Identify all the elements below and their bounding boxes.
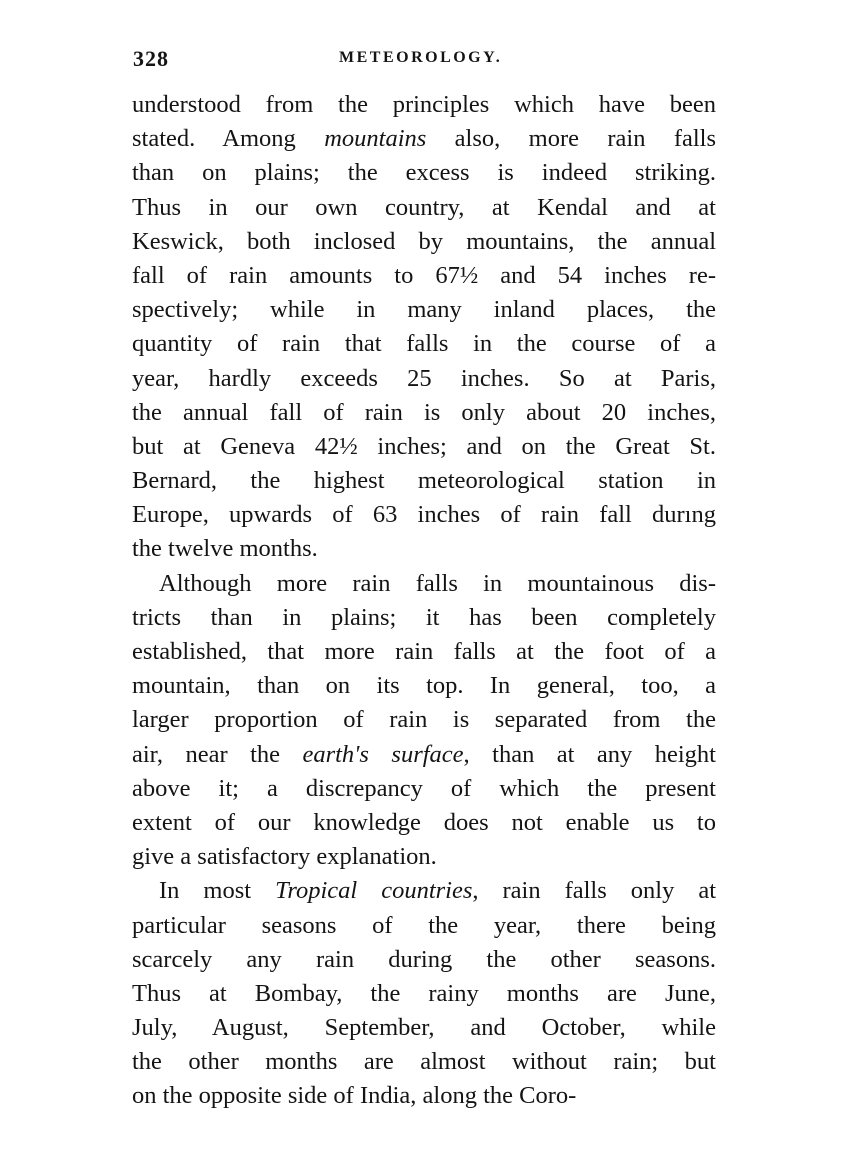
text-line xyxy=(132,635,716,669)
text-run: Keswick, both inclosed by mountains, the annual xyxy=(132,227,716,255)
text-run: larger proportion of rain is separated from the xyxy=(132,706,716,734)
text-run: than on plains; the excess is indeed striking. xyxy=(132,159,716,187)
text-line xyxy=(132,840,716,874)
text-line xyxy=(132,293,716,327)
text-line xyxy=(132,225,716,259)
text-run: fall of rain amounts to 67½ and 54 inches re- xyxy=(132,261,716,289)
paragraph xyxy=(132,88,716,567)
text-run: stated. Among xyxy=(132,125,325,153)
text-line xyxy=(132,430,716,464)
text-line xyxy=(132,909,716,943)
text-run: Thus at Bombay, the rainy months are June, xyxy=(132,979,716,1007)
text-run: the other months are almost without rain; but xyxy=(132,1048,716,1076)
text-run: spectively; while in many inland places, the xyxy=(132,296,716,324)
text-line xyxy=(132,567,716,601)
text-line xyxy=(132,532,716,566)
text-line xyxy=(132,943,716,977)
text-run: also, more rain falls xyxy=(426,125,717,153)
text-line xyxy=(132,464,716,498)
text-line xyxy=(132,703,716,737)
text-run: Thus in our own country, at Kendal and at xyxy=(132,193,716,221)
text-line xyxy=(132,362,716,396)
text-run: above it; a discrepancy of which the present xyxy=(132,774,716,802)
text-run: July, August, September, and October, while xyxy=(132,1014,716,1042)
text-line xyxy=(132,977,716,1011)
text-line xyxy=(132,772,716,806)
text-run: established, that more rain falls at the foot of a xyxy=(132,638,716,665)
text-line xyxy=(132,396,716,430)
text-run: understood from the principles which have been xyxy=(132,91,716,118)
text-run: but at Geneva 42½ inches; and on the Great St. xyxy=(132,432,716,460)
text-run: extent of our knowledge does not enable us to xyxy=(132,808,716,836)
text-line xyxy=(132,327,716,361)
text-run: air, near the xyxy=(132,740,303,768)
running-head: METEOROLOGY. xyxy=(339,49,503,66)
text-line xyxy=(132,601,716,635)
text-run: scarcely any rain during the other seasons. xyxy=(132,945,716,973)
text-run: the twelve months. xyxy=(132,535,318,563)
text-line xyxy=(132,1011,716,1045)
text-line xyxy=(132,191,716,225)
text-line xyxy=(132,1045,716,1079)
text-line xyxy=(132,156,716,190)
page-header xyxy=(133,46,717,76)
text-line xyxy=(132,874,716,908)
text-run: quantity of rain that falls in the course of a xyxy=(132,330,716,358)
text-run: particular seasons of the year, there being xyxy=(132,911,716,939)
text-run: Europe, upwards of 63 inches of rain fall durıng xyxy=(132,501,716,529)
text-run: tricts than in plains; it has been completely xyxy=(132,603,716,631)
text-line xyxy=(132,88,716,122)
text-line xyxy=(132,259,716,293)
text-run: the annual fall of rain is only about 20 inches, xyxy=(132,398,716,426)
text-run: Bernard, the highest meteorological station in xyxy=(132,467,716,495)
text-line xyxy=(132,738,716,772)
text-run: In most xyxy=(159,877,276,905)
page-number: 328 xyxy=(133,46,169,71)
text-line xyxy=(132,122,716,156)
italic-text: Tropical countries xyxy=(275,877,473,905)
text-run: , than at any height xyxy=(463,740,716,768)
text-line xyxy=(132,498,716,532)
italic-text: mountains xyxy=(324,125,427,153)
text-line xyxy=(132,669,716,703)
text-run: year, hardly exceeds 25 inches. So at Paris, xyxy=(132,364,716,392)
text-line xyxy=(132,806,716,840)
text-run: Although more rain falls in mountainous dis- xyxy=(159,569,716,597)
paragraph xyxy=(132,567,716,875)
body-text xyxy=(132,88,716,1114)
paragraph xyxy=(132,874,716,1113)
text-line xyxy=(132,1079,716,1113)
text-run: on the opposite side of India, along the Coro- xyxy=(132,1082,577,1110)
text-run: mountain, than on its top. In general, too, a xyxy=(132,672,716,700)
text-run: give a satisfactory explanation. xyxy=(132,843,437,871)
text-run: , rain falls only at xyxy=(472,877,717,905)
italic-text: earth's surface xyxy=(302,740,464,768)
